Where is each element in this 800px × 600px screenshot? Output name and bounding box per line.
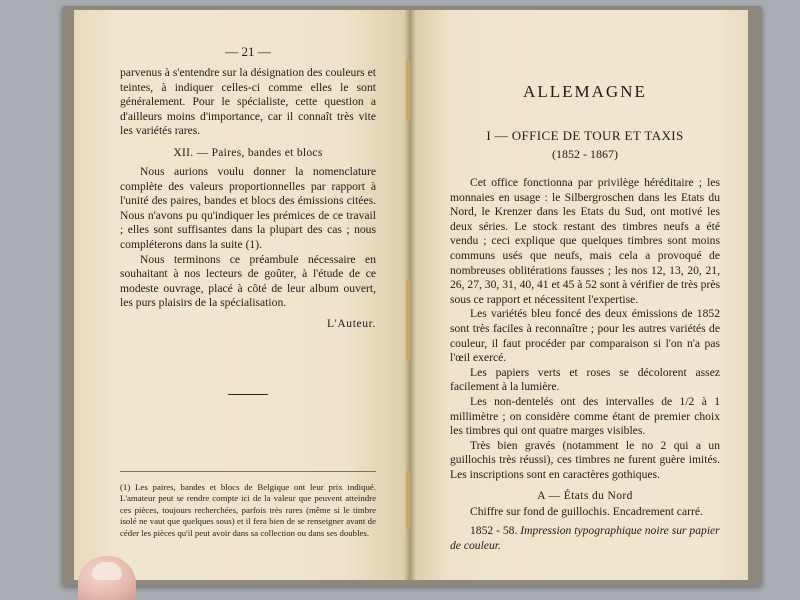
chapter-title: ALLEMAGNE <box>523 82 647 101</box>
left-paragraph-1: parvenus à s'entendre sur la désignation des couleurs et teintes, à indiquer celles-ci comme elles le sont généralement. Pour le spécialiste, cette question a d'ailleurs moins d'importance, car il connaît très vite les variétés rares. <box>120 66 376 138</box>
binding-thread <box>406 60 410 120</box>
section-dates: (1852 - 1867) <box>552 147 618 161</box>
right-paragraph-1: Cet office fonctionna par privilège héréditaire ; les monnaies en usage : le Silbergroschen dans les Etats du Nord, le Krenzer dans les Etats du Sud, ont motivé les deux séries. Le stock restant des timbres neufs a été vendu ; ceci explique que quelques timbres sont moins communs usés que neufs, mais cela a provoqué de nombreuses oblitérations fausses ; les nos 12, 13, 20, 21, 26, 27, 30, 31, 40, 41 et 45 à 52 sont à vérifier de très près sous ce rapport et nécessitent l'expertise. <box>450 176 720 306</box>
footnote: (1) Les paires, bandes et blocs de Belgique ont leur prix indiqué. L'amateur peut se rendre compte ici de la valeur que peuvent atteindre ces pièces, toujours recherchées, parfois très rares (même si le timbre isolé ne vaut que quelques sous) et il fera bien de se renseigner avant de céder les pièces qu'il peut avoir dans sa collection ou dans ses doubles. <box>120 481 376 538</box>
footnote-rule <box>120 471 376 472</box>
right-paragraph-5: Très bien gravés (notamment le no 2 qui a un guillochis très réussi), ces timbres ne furent guère imités. Les inscriptions sont en caractères gothiques. <box>450 438 720 481</box>
issue-years: 1852 - 58. <box>470 524 518 538</box>
right-paragraph-3: Les papiers verts et roses se décolorent assez facilement à la lumière. <box>450 365 720 394</box>
right-page <box>410 10 748 580</box>
section-heading: I — OFFICE DE TOUR ET TAXIS <box>486 128 684 143</box>
author-signature: L'Auteur. <box>326 316 376 330</box>
section-rule <box>228 394 268 395</box>
right-paragraph-2: Les variétés bleu foncé des deux émissions de 1852 sont très faciles à reconnaître ; pour les autres variétés de couleur, il faut procéder par comparaison si l'on n'a pas l'œil exercé. <box>450 307 720 365</box>
subsection-title: A — États du Nord <box>537 490 633 503</box>
issue-description: Impression typographique noire sur papier de couleur. <box>450 524 720 552</box>
binding-thread <box>406 470 410 530</box>
right-paragraph-6: Chiffre sur fond de guillochis. Encadrement carré. <box>470 505 703 519</box>
left-paragraph-2: Nous aurions voulu donner la nomenclature complète des valeurs proportionnelles par rapport à l'unité des paires, bandes et blocs des émissions citées. Nous n'avons pu qu'indiquer les prémices de ce travail ; elles sont suffisantes dans la plupart des cas ; nous compléterons dans la suite (1). <box>120 164 376 251</box>
binding-thread <box>406 280 410 360</box>
left-page <box>74 10 410 580</box>
thumbnail-nail <box>92 562 122 580</box>
left-paragraph-3: Nous terminons ce préambule nécessaire en souhaitant à nos lecteurs de goûter, à l'étude de ce modeste ouvrage, placé à côté de leur album ouvert, les purs plaisirs de la spécialisation. <box>120 252 376 310</box>
left-section-title: XII. — Paires, bandes et blocs <box>173 146 323 159</box>
issue-line <box>450 524 720 553</box>
right-paragraph-4: Les non-dentelés ont des intervalles de 1/2 à 1 millimètre ; on considère comme étant de premier choix les timbres qui ont quatre marges visibles. <box>450 394 720 438</box>
page-number: — 21 — <box>225 44 271 59</box>
